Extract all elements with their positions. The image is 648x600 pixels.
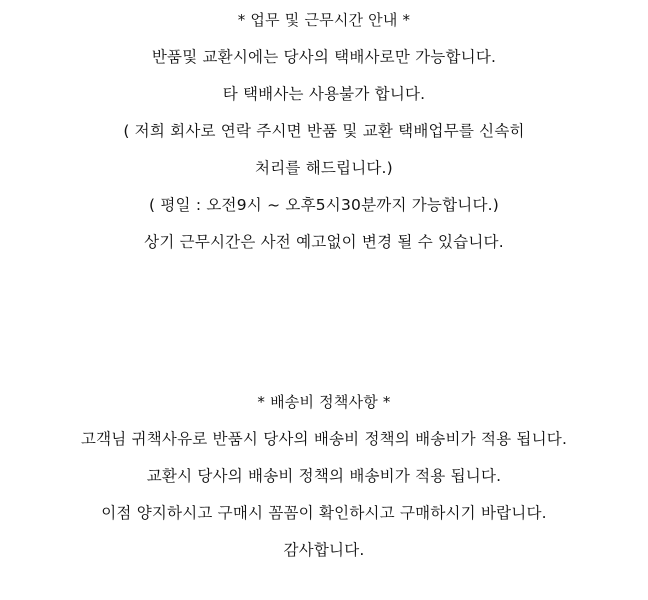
notice-line-hours-change: 상기 근무시간은 사전 예고없이 변경 될 수 있습니다. (144, 233, 504, 251)
shipping-policy-title (0, 384, 648, 421)
section-title-text: * 업무 및 근무시간 안내 * (237, 11, 411, 29)
business-hours-title (0, 2, 648, 39)
business-hours-section (0, 2, 648, 261)
section-title-text: * 배송비 정책사항 * (257, 393, 391, 411)
notice-line-return-courier: 반품및 교환시에는 당사의 택배사로만 가능합니다. (151, 48, 497, 66)
notice-line-weekday-hours: ( 평일 : 오전9시 ~ 오후5시30분까지 가능합니다.) (148, 196, 499, 214)
notice-line-customer-fault: 고객님 귀책사유로 반품시 당사의 배송비 정책의 배송비가 적용 됩니다. (80, 430, 568, 448)
notice-line-check-carefully: 이점 양지하시고 구매시 꼼꼼이 확인하시고 구매하시기 바랍니다. (101, 504, 547, 522)
notice-line-thanks: 감사합니다. (283, 541, 365, 559)
notice-line-exchange-fee: 교환시 당사의 배송비 정책의 배송비가 적용 됩니다. (146, 467, 502, 485)
notice-line-other-courier: 타 택배사는 사용불가 합니다. (222, 85, 426, 103)
notice-line-processing: 처리를 해드립니다.) (255, 159, 393, 177)
notice-line-contact: ( 저희 회사로 연락 주시면 반품 및 교환 택배업무를 신속히 (123, 122, 525, 140)
shipping-policy-section (0, 384, 648, 569)
